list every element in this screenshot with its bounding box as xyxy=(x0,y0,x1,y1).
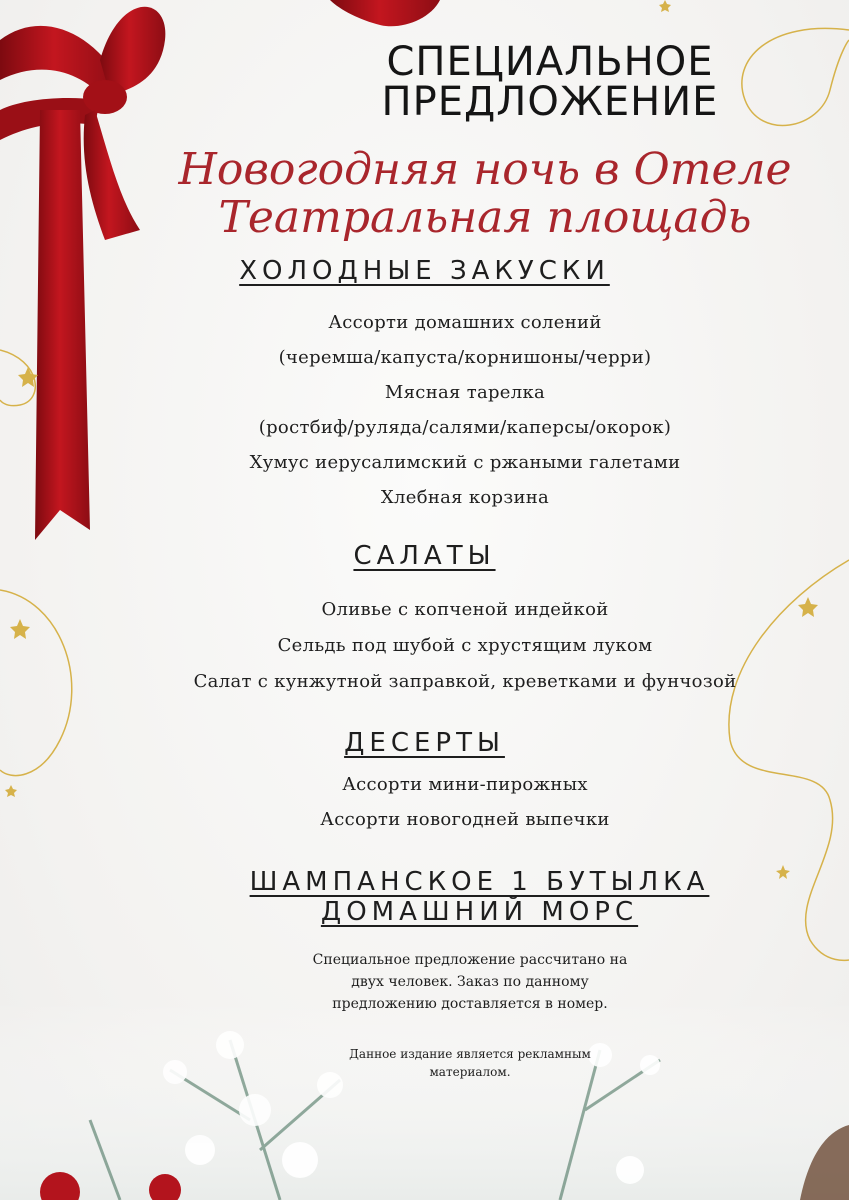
frosted-pine-branch-icon xyxy=(0,1000,849,1200)
menu-item: Ассорти мини-пирожных xyxy=(342,774,588,795)
menu-item: Мясная тарелка xyxy=(384,382,546,403)
section-heading-desserts: ДЕСЕРТЫ xyxy=(344,728,505,758)
offer-note-line2: двух человек. Заказ по данному xyxy=(351,974,589,990)
menu-item: Сельдь под шубой с хрустящим луком xyxy=(277,635,653,656)
menu-item: (ростбиф/руляда/салями/каперсы/окорок) xyxy=(258,417,672,438)
section-heading-cold-appetizers: ХОЛОДНЫЕ ЗАКУСКИ xyxy=(239,256,610,286)
subtitle-script-line2: Театральная площадь xyxy=(218,192,752,243)
section-heading-salads: САЛАТЫ xyxy=(353,541,496,571)
menu-item: Хумус иерусалимский с ржаными галетами xyxy=(249,452,681,473)
page-title-line1: СПЕЦИАЛЬНОЕ xyxy=(386,39,714,85)
offer-note-line3: предложению доставляется в номер. xyxy=(332,996,608,1012)
menu-item: Ассорти новогодней выпечки xyxy=(320,809,610,830)
page-title-line2: ПРЕДЛОЖЕНИЕ xyxy=(381,79,719,125)
ad-disclaimer-line2: материалом. xyxy=(429,1065,511,1079)
ad-disclaimer-line1: Данное издание является рекламным xyxy=(349,1047,591,1061)
menu-item: Хлебная корзина xyxy=(380,487,550,508)
subtitle-script-line1: Новогодняя ночь в Отеле xyxy=(178,144,792,195)
menu-item: (черемша/капуста/корнишоны/черри) xyxy=(278,347,652,368)
menu-item: Оливье с копченой индейкой xyxy=(321,599,609,620)
drinks-line1: ШАМПАНСКОЕ 1 БУТЫЛКА xyxy=(249,867,710,897)
drinks-line2: ДОМАШНИЙ МОРС xyxy=(320,897,639,927)
menu-item: Салат с кунжутной заправкой, креветками и фунчозой xyxy=(193,671,737,692)
offer-note-line1: Специальное предложение рассчитано на xyxy=(312,952,628,968)
menu-item: Ассорти домашних солений xyxy=(328,312,602,333)
